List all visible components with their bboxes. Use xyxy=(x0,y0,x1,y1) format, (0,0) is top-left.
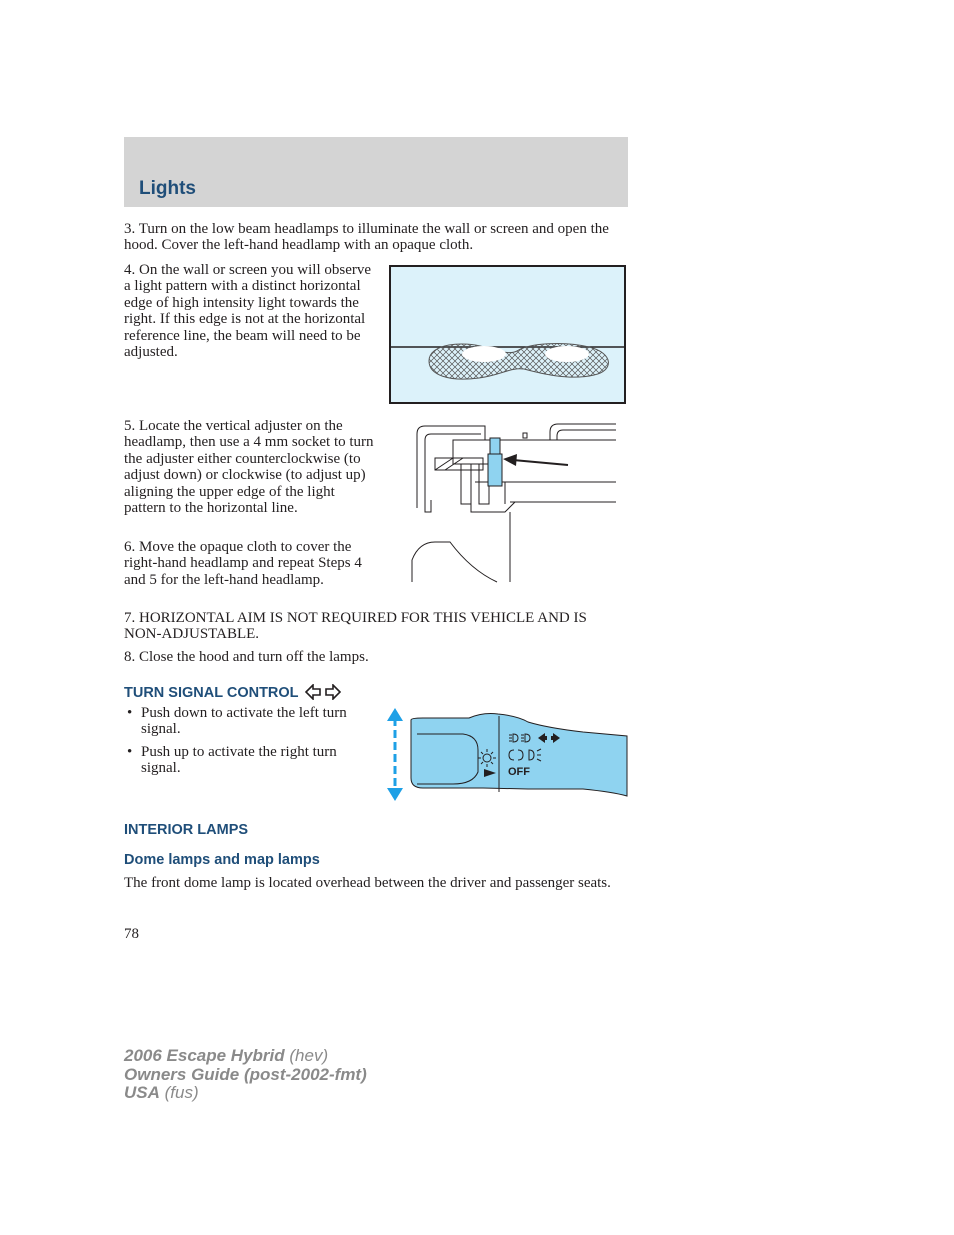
turn-signal-bullet-1: Push down to activate the left turn signal. xyxy=(141,705,347,738)
step-3-text: 3. Turn on the low beam headlamps to illuminate the wall or screen and open the hood. Cover the left-hand headlamp with an opaque cloth. xyxy=(124,221,609,254)
turn-signal-bullet-2: Push up to activate the right turn signal. xyxy=(141,744,337,777)
stalk-off-label: OFF xyxy=(508,766,530,778)
beam-pattern-diagram xyxy=(389,265,627,405)
dome-lamps-subheading: Dome lamps and map lamps xyxy=(124,852,320,868)
step-4-text: 4. On the wall or screen you will observe a light pattern with a distinct horizontal edge of high intensity light towards the right. If this edge is not at the horizontal reference line, the beam will need to be adjusted. xyxy=(124,262,372,361)
footer-market: USA xyxy=(124,1083,160,1102)
section-header-band xyxy=(124,137,628,207)
footer-market-code: (fus) xyxy=(164,1083,199,1102)
step-7-text: 7. HORIZONTAL AIM IS NOT REQUIRED FOR THIS VEHICLE AND IS NON-ADJUSTABLE. xyxy=(124,610,587,643)
interior-lamps-heading: INTERIOR LAMPS xyxy=(124,822,249,838)
footer-model: 2006 Escape Hybrid xyxy=(124,1046,285,1065)
step-8-text: 8. Close the hood and turn off the lamps. xyxy=(124,649,369,665)
dome-lamp-text: The front dome lamp is located overhead between the driver and passenger seats. xyxy=(124,875,611,891)
footer-doc-info xyxy=(124,1047,367,1103)
step-5-text: 5. Locate the vertical adjuster on the headlamp, then use a 4 mm socket to turn the adjuster either counterclockwise (to adjust down) or clockwise (to adjust up) aligning the upper edge of the light pattern to the horizontal line. xyxy=(124,418,374,517)
bullet-dot: • xyxy=(127,744,133,760)
turn-signal-stalk-diagram xyxy=(383,708,628,802)
section-title: Lights xyxy=(139,178,196,199)
page-number: 78 xyxy=(124,926,139,942)
headlamp-adjuster-diagram xyxy=(405,420,618,585)
footer-model-code: (hev) xyxy=(289,1046,329,1065)
turn-signal-heading xyxy=(124,681,338,701)
turn-signal-arrows-icon xyxy=(305,684,341,700)
turn-signal-heading-text: TURN SIGNAL CONTROL xyxy=(124,685,299,701)
step-6-text: 6. Move the opaque cloth to cover the right-hand headlamp and repeat Steps 4 and 5 for the left-hand headlamp. xyxy=(124,539,362,588)
bullet-dot: • xyxy=(127,705,133,721)
footer-guide: Owners Guide (post-2002-fmt) xyxy=(124,1064,367,1084)
